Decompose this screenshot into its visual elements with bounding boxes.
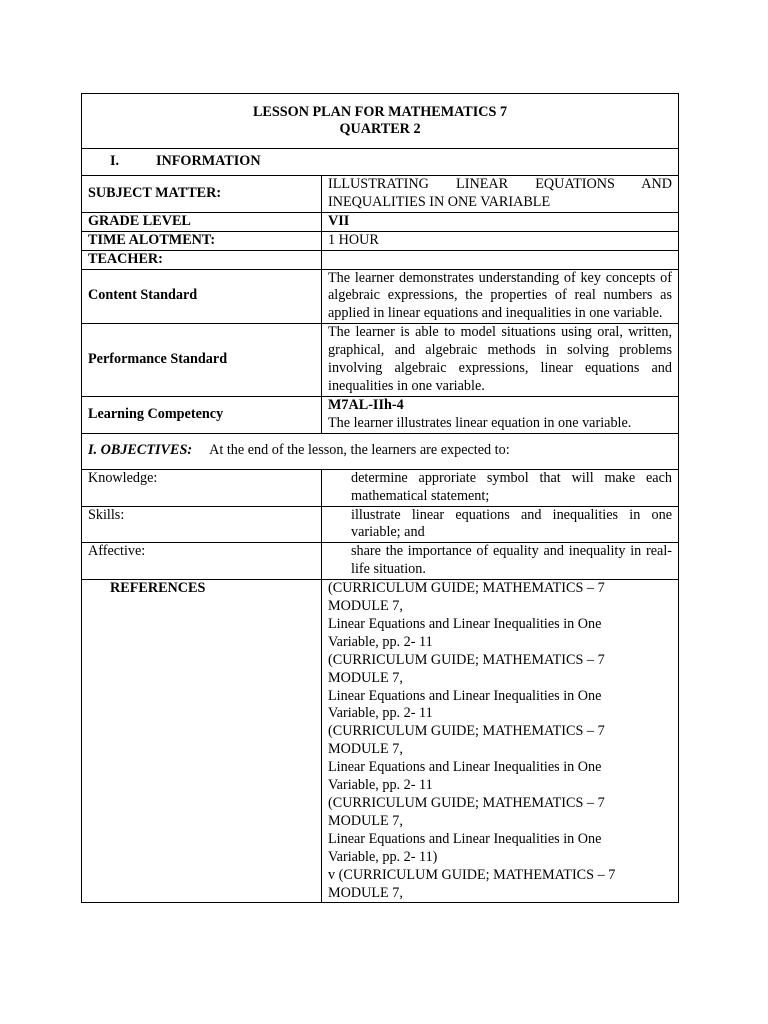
reference-line: Linear Equations and Linear Inequalities in One <box>328 830 602 847</box>
subject-matter-row <box>82 176 679 213</box>
objective-skills-value: illustrate linear equations and inequalities in one variable; and <box>322 506 679 543</box>
title-line-2: QUARTER 2 <box>339 121 421 137</box>
reference-line: Variable, pp. 2- 11 <box>328 777 433 794</box>
information-heading <box>82 149 679 176</box>
learning-competency-label: Learning Competency <box>82 396 322 433</box>
reference-line: Variable, pp. 2- 11) <box>328 848 438 865</box>
lesson-plan-table <box>81 93 679 903</box>
learning-competency-value: The learner illustrates linear equation in one variable. <box>328 414 632 431</box>
content-standard-row <box>82 269 679 324</box>
content-standard-label: Content Standard <box>82 269 322 324</box>
objective-knowledge-row <box>82 469 679 506</box>
grade-level-label: GRADE LEVEL <box>82 212 322 231</box>
learning-competency-code: M7AL-IIh-4 <box>328 396 404 413</box>
reference-line: v (CURRICULUM GUIDE; MATHEMATICS – 7 <box>328 866 616 883</box>
time-allotment-value: 1 HOUR <box>322 231 679 250</box>
reference-line: MODULE 7, <box>328 812 403 829</box>
title-row <box>82 94 679 149</box>
learning-competency-cell <box>322 396 679 433</box>
performance-standard-label: Performance Standard <box>82 324 322 397</box>
teacher-row <box>82 250 679 269</box>
reference-line: MODULE 7, <box>328 884 403 901</box>
objectives-heading <box>82 433 679 469</box>
references-row <box>82 580 679 903</box>
objective-skills-row <box>82 506 679 543</box>
content-standard-value: The learner demonstrates understanding of key concepts of algebraic expressions, the properties of real numbers as applied in linear equations and inequalities in one variable. <box>322 269 679 324</box>
objective-skills-label: Skills: <box>82 506 322 543</box>
grade-level-value: VII <box>322 212 679 231</box>
reference-line: MODULE 7, <box>328 669 403 686</box>
objectives-row <box>82 433 679 469</box>
performance-standard-value: The learner is able to model situations using oral, written, graphical, and algebraic methods in solving problems involving algebraic expressions, linear equations and inequalities in one variable. <box>322 324 679 397</box>
reference-line: (CURRICULUM GUIDE; MATHEMATICS – 7 <box>328 580 605 597</box>
reference-line: (CURRICULUM GUIDE; MATHEMATICS – 7 <box>328 651 605 668</box>
title-line-1: LESSON PLAN FOR MATHEMATICS 7 <box>252 103 508 120</box>
reference-line: Linear Equations and Linear Inequalities in One <box>328 615 602 632</box>
time-allotment-row <box>82 231 679 250</box>
information-label: INFORMATION <box>156 153 261 170</box>
reference-line: MODULE 7, <box>328 598 403 615</box>
time-allotment-label: TIME ALOTMENT: <box>82 231 322 250</box>
reference-line: (CURRICULUM GUIDE; MATHEMATICS – 7 <box>328 723 605 740</box>
learning-competency-row <box>82 396 679 433</box>
subject-matter-value: ILLUSTRATING LINEAR EQUATIONS AND INEQUALITIES IN ONE VARIABLE <box>322 176 679 213</box>
performance-standard-row <box>82 324 679 397</box>
subject-matter-label: SUBJECT MATTER: <box>82 176 322 213</box>
objectives-label: I. OBJECTIVES: <box>88 442 193 459</box>
objective-affective-value: share the importance of equality and inequality in real-life situation. <box>322 543 679 580</box>
grade-level-row <box>82 212 679 231</box>
references-label: REFERENCES <box>82 580 322 903</box>
teacher-label: TEACHER: <box>82 250 322 269</box>
reference-line: Variable, pp. 2- 11 <box>328 705 433 722</box>
title-cell <box>82 94 679 149</box>
teacher-value <box>322 250 679 269</box>
reference-line: Variable, pp. 2- 11 <box>328 633 433 650</box>
reference-line: (CURRICULUM GUIDE; MATHEMATICS – 7 <box>328 795 605 811</box>
references-list <box>322 580 679 903</box>
reference-line: Linear Equations and Linear Inequalities in One <box>328 759 602 776</box>
reference-line: MODULE 7, <box>328 741 403 758</box>
objective-affective-row <box>82 543 679 580</box>
objectives-intro: At the end of the lesson, the learners are expected to: <box>209 442 510 459</box>
objective-knowledge-label: Knowledge: <box>82 469 322 506</box>
information-number: I. <box>110 153 120 170</box>
objective-knowledge-value: determine approriate symbol that will make each mathematical statement; <box>322 469 679 506</box>
objective-affective-label: Affective: <box>82 543 322 580</box>
reference-line: Linear Equations and Linear Inequalities in One <box>328 687 602 704</box>
information-row <box>82 149 679 176</box>
